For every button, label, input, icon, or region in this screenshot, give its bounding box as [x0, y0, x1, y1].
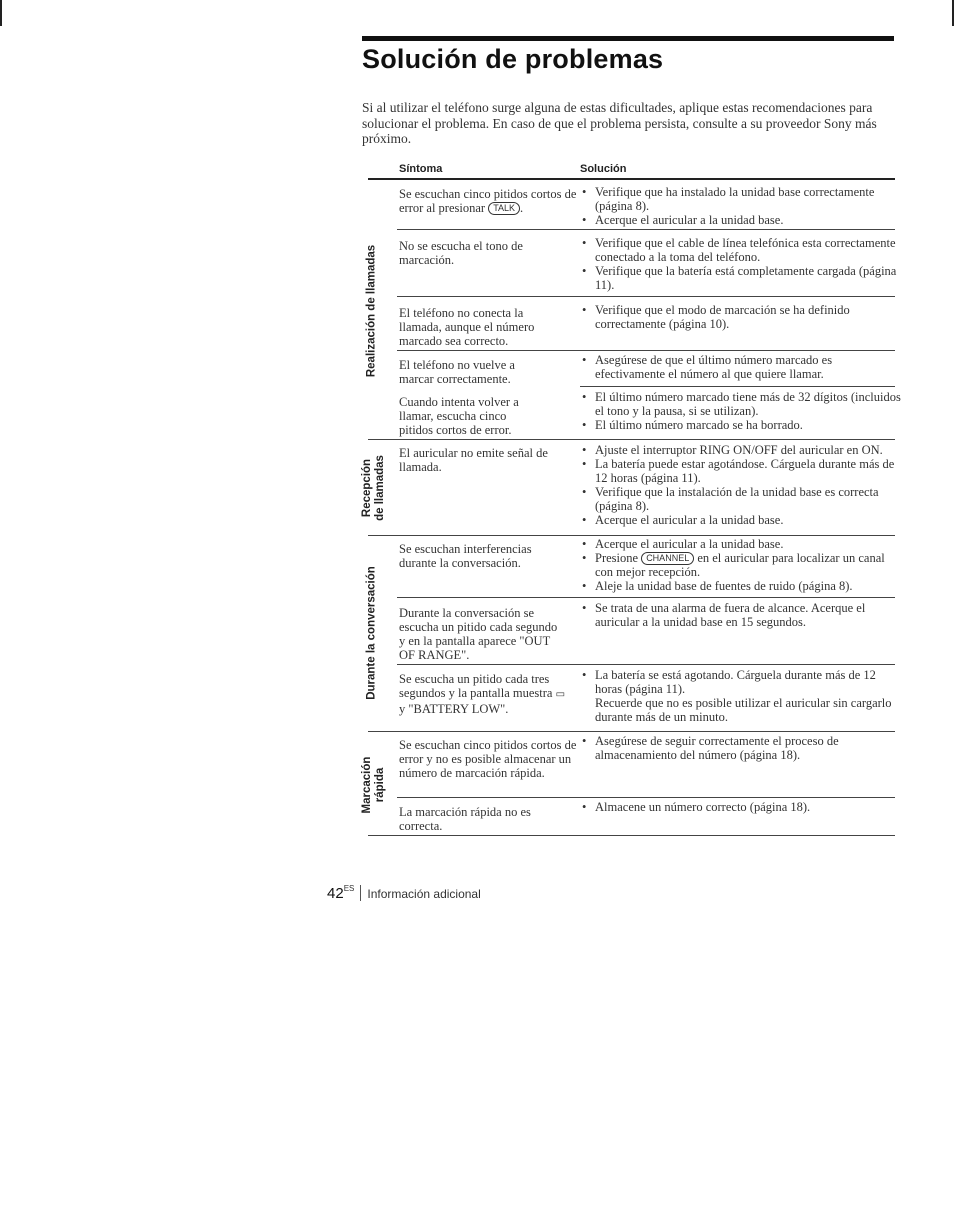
row-3-symptom: El teléfono no conecta la llamada, aunque el número marcado sea correcto. [399, 306, 535, 348]
list-item: • La batería se está agotando. Cárguela durante más de 12 horas (página 11). [580, 668, 902, 696]
row-7-symptom: Se escuchan interferencias durante la conversación. [399, 542, 532, 570]
list-item: • Se trata de una alarma de fuera de alcance. Acerque el auricular a la unidad base en 15 segundos. [580, 601, 902, 629]
list-item: • Almacene un número correcto (página 18). [580, 800, 902, 814]
row-6-solution [580, 443, 902, 527]
list-item: • Acerque el auricular a la unidad base. [580, 537, 902, 551]
header-rule [368, 178, 895, 180]
list-item: • El último número marcado tiene más de 32 dígitos (incluidos el tono y la pausa, si se utilizan). [580, 390, 902, 418]
group-label: Marcación rápida [361, 756, 386, 814]
channel-key-icon: CHANNEL [641, 552, 694, 565]
group-label: Realización de llamadas [365, 244, 378, 378]
row-9-solution [580, 668, 902, 724]
header-solution: Solución [580, 163, 627, 175]
language-superscript: ES [343, 884, 355, 893]
row-5-symptom: Cuando intenta volver a llamar, escucha cinco pitidos cortos de error. [399, 395, 519, 437]
page-footer [327, 884, 481, 902]
list-item: • Verifique que ha instalado la unidad base correctamente (página 8). [580, 185, 902, 213]
header-symptom: Síntoma [399, 163, 443, 175]
row-divider [397, 797, 895, 798]
intro-paragraph: Si al utilizar el teléfono surge alguna de estas dificultades, aplique estas recomendaciones para solucionar el problema. En caso de que el problema persista, consulte a su proveedor Sony más próximo. [362, 100, 877, 146]
page-edge-mark-left [0, 0, 2, 26]
list-item: • La batería puede estar agotándose. Cárguela durante más de 12 horas (página 11). [580, 457, 902, 485]
row-divider [397, 664, 895, 665]
row-1-solution [580, 185, 902, 227]
row-4-symptom: El teléfono no vuelve a marcar correctamente. [399, 358, 515, 386]
group-conversacion [363, 538, 381, 728]
group-divider [368, 731, 895, 732]
row-11-solution [580, 800, 902, 814]
group-divider [368, 439, 895, 440]
note-text: Recuerde que no es posible utilizar el auricular sin cargarlo durante más de un minuto. [595, 696, 892, 724]
row-divider [580, 386, 895, 387]
row-2-solution [580, 236, 902, 292]
page-title: Solución de problemas [362, 44, 664, 74]
talk-key-icon: TALK [488, 202, 520, 215]
list-item: • Verifique que el modo de marcación se ha definido correctamente (página 10). [580, 303, 902, 331]
row-divider [397, 296, 895, 297]
title-rule [362, 36, 894, 41]
row-9-symptom: Se escucha un pitido cada tres segundos y la pantalla muestra ▭ y "BATTERY LOW". [399, 672, 566, 716]
battery-low-icon: ▭ [555, 689, 566, 700]
row-2-symptom: No se escucha el tono de marcación. [399, 239, 523, 267]
list-item: • Verifique que la batería está completamente cargada (página 11). [580, 264, 902, 292]
list-item: • Verifique que la instalación de la unidad base es correcta (página 8). [580, 485, 902, 513]
footer-separator [360, 885, 361, 901]
list-item: • Aleje la unidad base de fuentes de ruido (página 8). [580, 579, 902, 593]
row-11-symptom: La marcación rápida no es correcta. [399, 805, 531, 833]
group-label: Recepción de llamadas [361, 455, 386, 521]
row-1-symptom: Se escuchan cinco pitidos cortos de error al presionar TALK . [399, 187, 577, 215]
group-marcacion [361, 735, 386, 835]
row-3-solution [580, 303, 902, 331]
list-item: • Asegúrese de seguir correctamente el proceso de almacenamiento del número (página 18). [580, 734, 902, 762]
list-item: • Asegúrese de que el último número marcado es efectivamente el número al que quiere llamar. [580, 353, 902, 381]
list-item: • Verifique que el cable de línea telefónica esta correctamente conectado a la toma del teléfono. [580, 236, 902, 264]
footer-section: Información adicional [367, 887, 481, 901]
row-divider [397, 597, 895, 598]
group-label: Durante la conversación [365, 566, 378, 700]
page-number: 42 [327, 885, 344, 902]
row-10-symptom: Se escuchan cinco pitidos cortos de error y no es posible almacenar un número de marcación rápida. [399, 738, 577, 780]
group-recepcion [361, 443, 386, 533]
row-divider [397, 350, 895, 351]
row-5-solution [580, 390, 902, 432]
list-item: • Acerque el auricular a la unidad base. [580, 513, 902, 527]
row-8-symptom: Durante la conversación se escucha un pitido cada segundo y en la pantalla aparece "OUT OF RANGE". [399, 606, 558, 662]
table-bottom-rule [368, 835, 895, 836]
row-7-solution [580, 537, 902, 593]
row-divider [397, 229, 895, 230]
list-item: • Presione CHANNEL en el auricular para localizar un canal con mejor recepción. [580, 551, 902, 579]
list-item: • Ajuste el interruptor RING ON/OFF del auricular en ON. [580, 443, 902, 457]
row-10-solution [580, 734, 902, 762]
list-item: • El último número marcado se ha borrado. [580, 418, 902, 432]
group-divider [368, 535, 895, 536]
list-item: • Acerque el auricular a la unidad base. [580, 213, 902, 227]
row-8-solution [580, 601, 902, 629]
group-realizacion [363, 185, 381, 437]
row-4-solution [580, 353, 902, 381]
row-6-symptom: El auricular no emite señal de llamada. [399, 446, 548, 474]
